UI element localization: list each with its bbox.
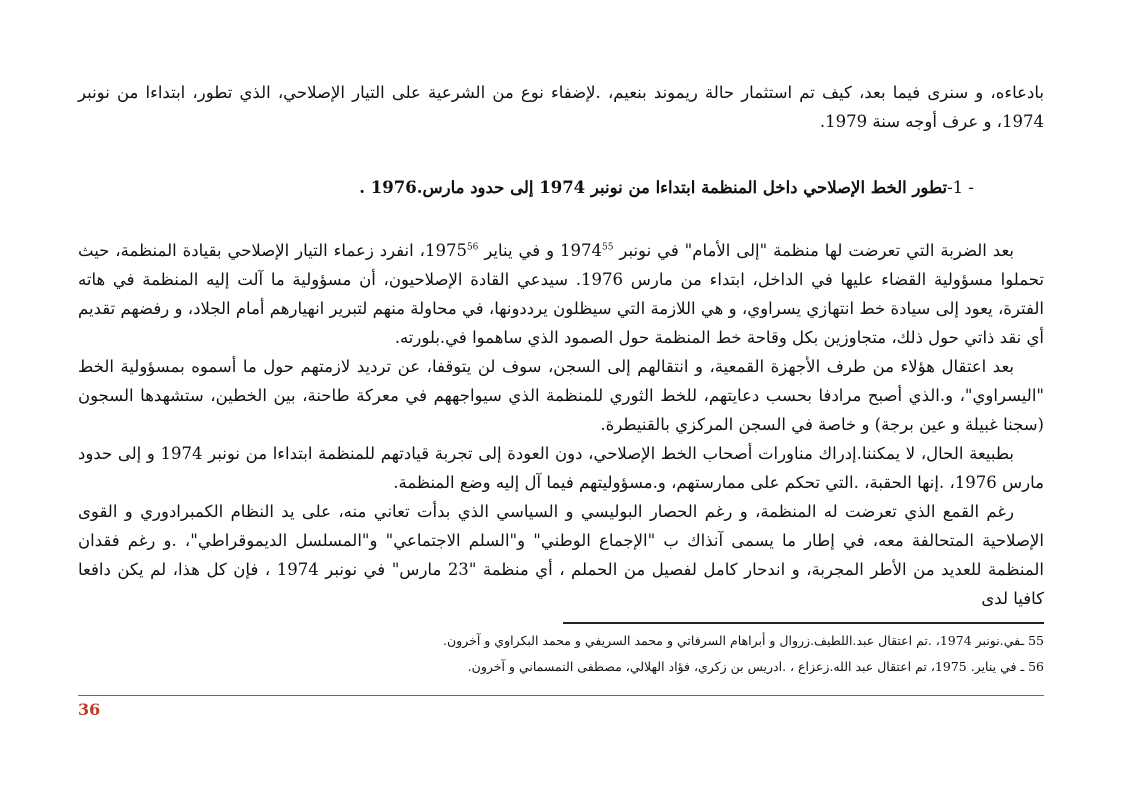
paragraph-1-end: ، انفرد زعماء التيار الإصلاحي بقيادة المنظمة، حيث تحملوا مسؤولية القضاء عليها في الداخل، ابتداء من مارس 1976. سيدعي القادة الإصلاحيون، أن مسؤولية ما آلت إليه المنظمة في هاته الفترة، يعود إلى سيادة خط انتهازي يسراوي، و هي اللازمة التي سيظلون يرددونها، في محاولة منهم لتبرير انهيارهم أمام الجلاد، و رفضهم تقديم أي نقد ذاتي حول ذلك، متجاوزين بكل وقاحة خط المنظمة حول الصمود الذي ساهموا في.بلورته. — [78, 241, 1044, 347]
footnote-divider — [563, 622, 1044, 624]
paragraph-1-start: بعد الضربة التي تعرضت لها منظمة "إلى الأمام" في نونبر 1974 — [560, 241, 1014, 260]
intro-paragraph — [78, 78, 1044, 136]
page-bottom-rule — [78, 695, 1044, 696]
footnotes — [300, 628, 1044, 680]
paragraph-2: بعد اعتقال هؤلاء من طرف الأجهزة القمعية، و انتقالهم إلى السجن، سوف لن يتوقفا، عن ترديد لازمتهم حول ما أسموه بمسؤولية الخط "اليسراوي"، و.الذي أصبح مرادفا بحسب دعايتهم، للخط الثوري للمنظمة الذي سيواجههم في معركة طاحنة، بين الخطين، ستشهدها السجون (سجنا غبيلة و عين برجة) و خاصة في السجن المركزي بالقنيطرة. — [78, 357, 1044, 434]
paragraph-4: رغم القمع الذي تعرضت له المنظمة، و رغم الحصار البوليسي و السياسي الذي بدأت تعاني منه، على يد النظام الكمبرادوري و القوى الإصلاحية المتحالفة معه، في إطار ما يسمى آنذاك ب "الإجماع الوطني" و"السلم الاجتماعي" و"المسلسل الديموقراطي"، .و رغم فقدان المنظمة للعديد من الأطر المجربة، و اندحار كامل لفصيل من الحملم ، أي منظمة "23 مارس" في نونبر 1974 ، فإن كل هذا، لم يكن دافعا كافيا لدى — [78, 502, 1044, 608]
page-number: 36 — [78, 700, 101, 719]
intro-text: بادعاءه، و سنرى فيما بعد، كيف تم استثمار حالة ريموند بنعيم، .لإضفاء نوع من الشرعية على التيار الإصلاحي، الذي تطور، ابتداءا من نونبر 1974، و عرف أوجه سنة 1979. — [78, 83, 1044, 131]
section-number: - 1- — [947, 178, 974, 197]
paragraph-1-middle: و في يناير 1975 — [424, 241, 560, 260]
section-title: تطور الخط الإصلاحي داخل المنظمة ابتداءا من نونبر 1974 إلى حدود مارس.1976 . — [359, 178, 948, 197]
paragraph-3: بطبيعة الحال، لا يمكننا.إدراك مناورات أصحاب الخط الإصلاحي، دون العودة إلى تجربة قيادتهم للمنظمة ابتداءا من نونبر 1974 و إلى حدود مارس 1976، .إنها الحقبة، .التي تحكم على ممارستهم، و.مسؤوليتهم فيما آل إليه وضع المنظمة. — [78, 444, 1044, 492]
footnote-56: 56 ـ في يناير. 1975، تم اعتقال عبد الله.زعزاع ، .ادريس بن زكري، فؤاد الهلالي، مصطفى التمسماني و آخرون. — [467, 659, 1044, 674]
footnote-ref-56[interactable]: 56 — [466, 242, 479, 253]
section-heading — [78, 174, 974, 202]
footnote-ref-55[interactable]: 55 — [602, 242, 614, 253]
footnote-55: 55 ـفي.نونبر 1974، .تم اعتقال عبد.اللطيف.زروال و أبراهام السرفاتي و محمد السريفي و محمد البكراوي و آخرون. — [443, 633, 1044, 648]
paragraph-1 — [78, 236, 1044, 352]
body-text — [78, 236, 1044, 613]
